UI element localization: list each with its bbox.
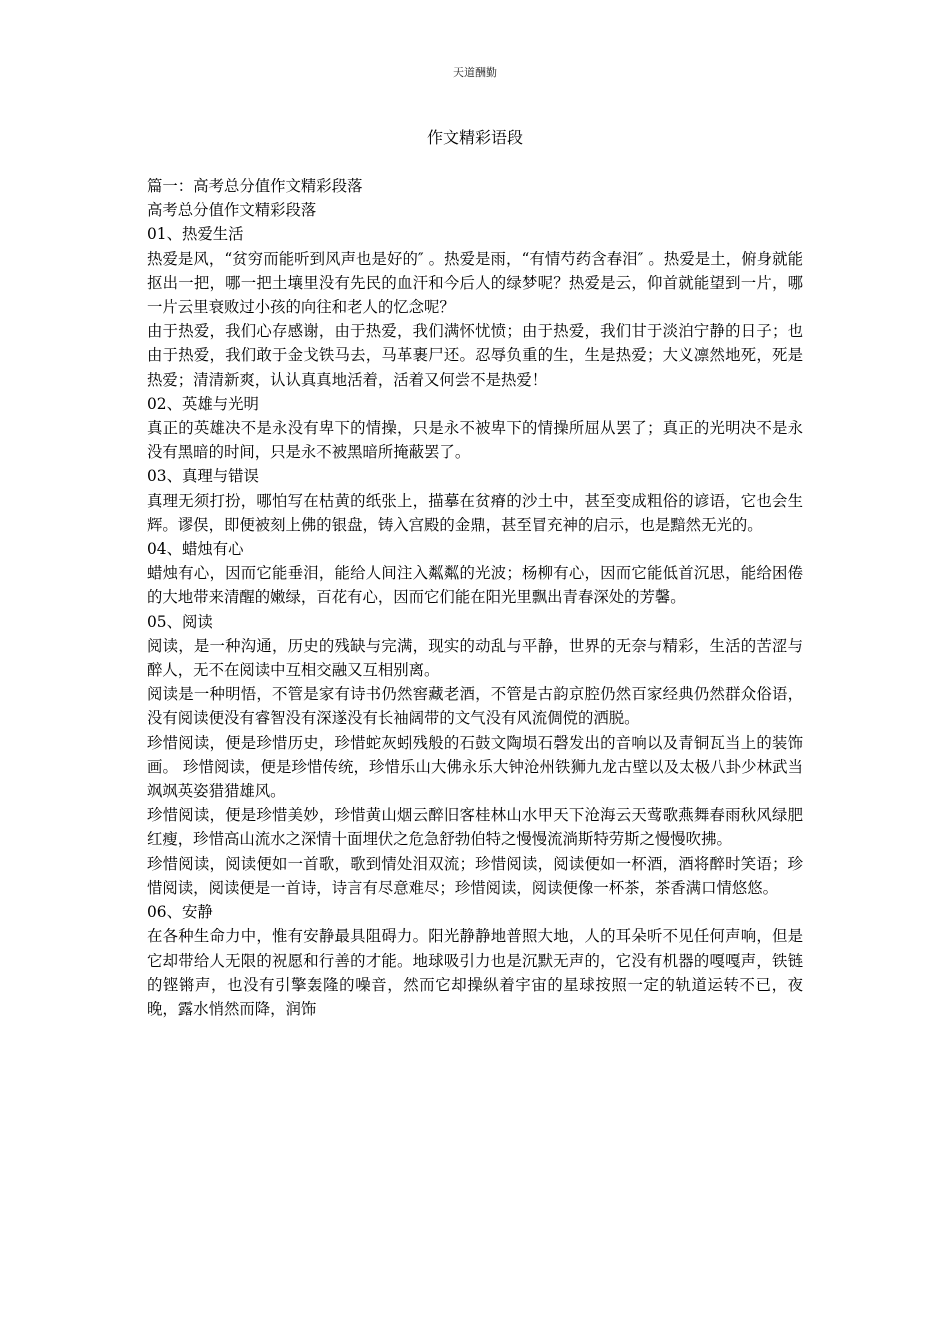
paragraph: 真理无须打扮，哪怕写在枯黄的纸张上，描摹在贫瘠的沙土中，甚至变成粗俗的谚语，它也会生辉。谬俣，即便被刻上佛的银盘，铸入宫殿的金鼎，甚至冒充神的启示，也是黯然无光的。 (147, 491, 803, 534)
paragraph: 阅读是一种明悟，不管是家有诗书仍然窖藏老酒，不管是古韵京腔仍然百家经典仍然群众俗语，没有阅读便没有睿智没有深遂没有长袖阔带的文气没有风流倜傥的洒脱。 (147, 685, 803, 728)
paragraph: 蜡烛有心，因而它能垂泪，能给人间注入粼粼的光波；杨柳有心，因而它能低首沉思，能给困倦的大地带来清醒的嫩绿，百花有心，因而它们能在阳光里飘出青春深处的芳馨。 (147, 564, 803, 607)
topic-heading: 05、阅读 (147, 612, 213, 631)
paragraph: 真正的英雄决不是永没有卑下的情操，只是永不被卑下的情操所屈从罢了；真正的光明决不是永没有黑暗的时间，只是永不被黑暗所掩蔽罢了。 (147, 419, 803, 462)
page-header: 天道酬勤 (453, 66, 497, 79)
subtitle: 高考总分值作文精彩段落 (147, 201, 317, 220)
topic-heading: 01、热爱生活 (147, 225, 244, 244)
document-title: 作文精彩语段 (426, 128, 523, 147)
paragraph: 热爱是风，“贫穷而能听到风声也是好的″ 。热爱是雨，“有情芍药含春泪″ 。热爱是土，俯身就能抠出一把，哪一把土壤里没有先民的血汗和今后人的绿梦呢？热爱是云，仰首就能望到一片，哪一片云里衰败过小孩的向往和老人的忆念呢？ (147, 249, 803, 317)
topic-heading: 04、蜡烛有心 (147, 540, 244, 559)
topic-heading: 02、英雄与光明 (147, 394, 259, 413)
paragraph: 在各种生命力中，惟有安静最具阻碍力。阳光静静地普照大地，人的耳朵听不见任何声响，但是它却带给人无限的祝愿和行善的才能。地球吸引力也是沉默无声的，它没有机器的嘎嘎声，铁链的铿锵声，也没有引擎轰隆的噪音，然而它却操纵着宇宙的星球按照一定的轨道运转不已，夜晚，露水悄然而降，润饰 (147, 927, 803, 1018)
document-body (147, 174, 803, 1021)
section-heading: 篇一：高考总分值作文精彩段落 (147, 177, 363, 195)
topic-heading: 06、安静 (147, 903, 213, 922)
paragraph: 珍惜阅读，便是珍惜历史，珍惜蛇灰蚓残般的石鼓文陶埙石磬发出的音响以及青铜瓦当上的装饰画。 珍惜阅读，便是珍惜传统，珍惜乐山大佛永乐大钟沧州铁狮九龙古壁以及太极八卦少林武当飒飒英姿猎猎雄风。 (147, 733, 803, 801)
topic-heading: 03、真理与错误 (147, 467, 259, 486)
paragraph: 珍惜阅读，阅读便如一首歌，歌到情处泪双流；珍惜阅读，阅读便如一杯酒，酒将醉时笑语；珍惜阅读，阅读便是一首诗，诗言有尽意难尽；珍惜阅读，阅读便像一杯茶，茶香满口情悠悠。 (147, 854, 803, 897)
paragraph: 珍惜阅读，便是珍惜美妙，珍惜黄山烟云醉旧客桂林山水甲天下沧海云天莺歌燕舞春雨秋风绿肥红瘦，珍惜高山流水之深情十面埋伏之危急舒勃伯特之慢慢流淌斯特劳斯之慢慢吹拂。 (147, 806, 803, 849)
paragraph: 由于热爱，我们心存感谢，由于热爱，我们满怀忧愤；由于热爱，我们甘于淡泊宁静的日子；也由于热爱，我们敢于金戈铁马去，马革裹尸还。忍辱负重的生，生是热爱；大义凛然地死，死是热爱；清清新爽，认认真真地活着，活着又何尝不是热爱！ (147, 322, 803, 389)
paragraph: 阅读，是一种沟通，历史的残缺与完满，现实的动乱与平静，世界的无奈与精彩，生活的苦涩与醉人，无不在阅读中互相交融又互相别离。 (147, 636, 803, 680)
